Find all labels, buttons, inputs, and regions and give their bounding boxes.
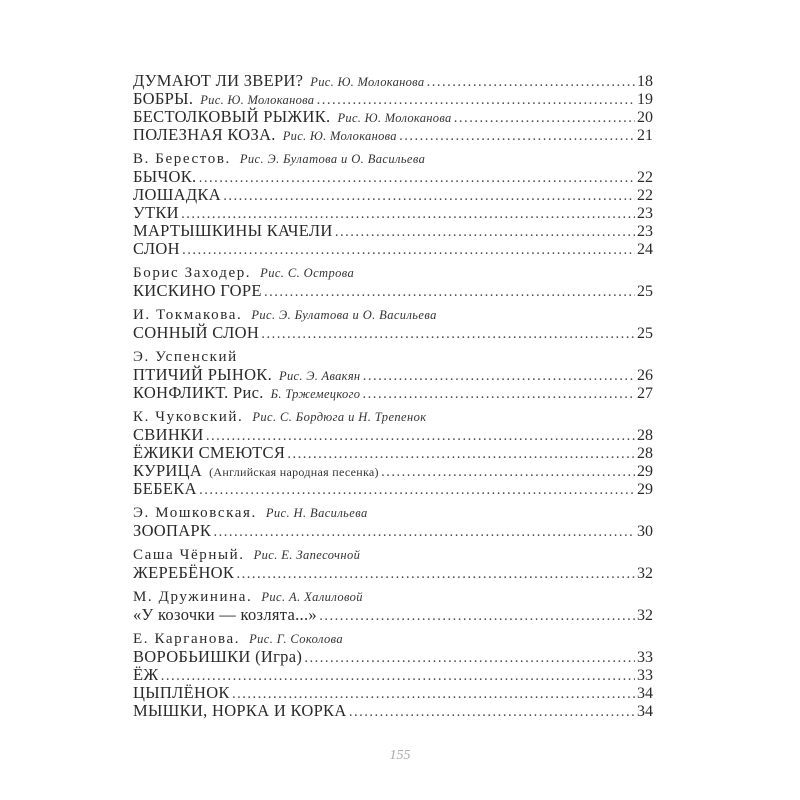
entry-page-number: 22 — [637, 169, 653, 186]
entry-page-number: 32 — [637, 607, 653, 624]
entry-page-number: 24 — [637, 241, 653, 258]
entry-title: БЕСТОЛКОВЫЙ РЫЖИК. — [133, 107, 331, 126]
toc-entry[interactable] — [133, 90, 653, 108]
toc-entry[interactable] — [133, 684, 653, 702]
entry-title: ДУМАЮТ ЛИ ЗВЕРИ? — [133, 71, 304, 90]
entry-note: (Английская народная песенка) — [209, 465, 379, 479]
entry-note: Б. Тржемецкого — [270, 387, 361, 401]
entry-page-number: 23 — [637, 223, 653, 240]
dot-leader — [199, 482, 635, 500]
entry-title: ЗООПАРК — [133, 521, 212, 540]
entry-title: КУРИЦА — [133, 461, 203, 480]
entry-page-number: 20 — [637, 109, 653, 126]
dot-leader — [319, 608, 635, 626]
toc-section — [133, 546, 653, 582]
illustrator-credit: Рис. С. Бордюга и Н. Трепенок — [252, 410, 427, 424]
entry-title: БОБРЫ. — [133, 89, 194, 108]
section-header — [133, 264, 653, 282]
toc-section — [133, 348, 653, 402]
dot-leader — [349, 704, 635, 722]
toc-entry[interactable] — [133, 444, 653, 462]
author-name: И. Токмакова. — [133, 307, 243, 323]
illustrator-credit: Рис. Г. Соколова — [249, 632, 343, 646]
dot-leader — [223, 188, 635, 206]
page-number: 155 — [389, 748, 411, 763]
entry-page-number: 27 — [637, 385, 653, 402]
entry-note: Рис. Ю. Молоканова — [282, 129, 397, 143]
illustrator-credit: Рис. Э. Булатова и О. Васильева — [239, 152, 426, 166]
toc-entry[interactable] — [133, 648, 653, 666]
toc-entry[interactable] — [133, 462, 653, 480]
author-name: Э. Мошковская. — [133, 505, 257, 521]
entry-page-number: 19 — [637, 91, 653, 108]
entry-page-number: 23 — [637, 205, 653, 222]
toc-section — [133, 72, 653, 144]
toc-section — [133, 504, 653, 540]
author-name: Е. Карганова. — [133, 631, 241, 647]
entry-title: ЁЖИКИ СМЕЮТСЯ — [133, 443, 286, 462]
entry-title: МЫШКИ, НОРКА И КОРКА — [133, 701, 347, 720]
author-name: Борис Заходер. — [133, 265, 252, 281]
entry-title: «У козочки — козлята...» — [133, 605, 317, 624]
entry-page-number: 21 — [637, 127, 653, 144]
dot-leader — [426, 74, 635, 92]
toc-entry[interactable] — [133, 72, 653, 90]
entry-title: СЛОН — [133, 239, 180, 258]
entry-title: ПТИЧИЙ РЫНОК. — [133, 365, 273, 384]
entry-page-number: 34 — [637, 685, 653, 702]
entry-page-number: 33 — [637, 667, 653, 684]
section-header — [133, 408, 653, 426]
toc-entry[interactable] — [133, 126, 653, 144]
entry-title: ЖЕРЕБЁНОК — [133, 563, 235, 582]
entry-title: КОНФЛИКТ. Рис. — [133, 383, 264, 402]
toc-entry[interactable] — [133, 108, 653, 126]
dot-leader — [399, 128, 635, 146]
dot-leader — [213, 524, 635, 542]
entry-page-number: 28 — [637, 427, 653, 444]
entry-page-number: 26 — [637, 367, 653, 384]
entry-page-number: 25 — [637, 325, 653, 342]
section-header — [133, 546, 653, 564]
entry-title: КИСКИНО ГОРЕ — [133, 281, 262, 300]
toc-entry[interactable] — [133, 366, 653, 384]
dot-leader — [160, 668, 635, 686]
entry-page-number: 29 — [637, 463, 653, 480]
entry-page-number: 22 — [637, 187, 653, 204]
toc-entry[interactable] — [133, 702, 653, 720]
toc-entry[interactable] — [133, 186, 653, 204]
dot-leader — [261, 326, 635, 344]
toc-entry[interactable] — [133, 666, 653, 684]
entry-title: ЦЫПЛЁНОК — [133, 683, 230, 702]
toc-entry[interactable] — [133, 564, 653, 582]
illustrator-credit: Рис. А. Халиловой — [261, 590, 363, 604]
illustrator-credit: Рис. Э. Булатова и О. Васильева — [251, 308, 437, 322]
entry-note: Рис. Ю. Молоканова — [200, 93, 315, 107]
entry-page-number: 18 — [637, 73, 653, 90]
entry-title: УТКИ — [133, 203, 179, 222]
author-name: Саша Чёрный. — [133, 547, 245, 563]
entry-note: Рис. Ю. Молоканова — [310, 75, 425, 89]
toc-entry[interactable] — [133, 606, 653, 624]
toc-section — [133, 408, 653, 498]
entry-page-number: 29 — [637, 481, 653, 498]
dot-leader — [304, 650, 635, 668]
toc-entry[interactable] — [133, 522, 653, 540]
toc-entry[interactable] — [133, 480, 653, 498]
section-header — [133, 306, 653, 324]
entry-note: Рис. Ю. Молоканова — [337, 111, 452, 125]
dot-leader — [182, 242, 635, 260]
dot-leader — [287, 446, 635, 464]
entry-title: ЁЖ — [133, 665, 159, 684]
entry-title: СОННЫЙ СЛОН — [133, 323, 260, 342]
dot-leader — [335, 224, 635, 242]
entry-note: Рис. Э. Авакян — [279, 369, 361, 383]
dot-leader — [236, 566, 635, 584]
toc-section — [133, 150, 653, 258]
author-name: Э. Успенский — [133, 349, 238, 365]
section-header — [133, 348, 653, 366]
toc-section — [133, 264, 653, 300]
section-header — [133, 588, 653, 606]
toc-entry[interactable] — [133, 240, 653, 258]
entry-title: МАРТЫШКИНЫ КАЧЕЛИ — [133, 221, 333, 240]
dot-leader — [454, 110, 635, 128]
toc-entry[interactable] — [133, 426, 653, 444]
toc-section — [133, 630, 653, 720]
author-name: М. Дружинина. — [133, 589, 253, 605]
dot-leader — [381, 464, 635, 482]
toc-entry[interactable] — [133, 384, 653, 402]
table-of-contents — [133, 72, 653, 720]
dot-leader — [198, 170, 635, 188]
section-header — [133, 150, 653, 168]
illustrator-credit: Рис. Н. Васильева — [265, 506, 368, 520]
entry-title: ВОРОБЬИШКИ (Игра) — [133, 647, 303, 666]
toc-section — [133, 306, 653, 342]
toc-entry[interactable] — [133, 282, 653, 300]
toc-entry[interactable] — [133, 222, 653, 240]
entry-page-number: 25 — [637, 283, 653, 300]
dot-leader — [362, 368, 635, 386]
entry-title: ПОЛЕЗНАЯ КОЗА. — [133, 125, 276, 144]
author-name: К. Чуковский. — [133, 409, 244, 425]
entry-title: ЛОШАДКА — [133, 185, 221, 204]
entry-page-number: 33 — [637, 649, 653, 666]
entry-page-number: 30 — [637, 523, 653, 540]
section-header — [133, 630, 653, 648]
entry-page-number: 28 — [637, 445, 653, 462]
section-header — [133, 504, 653, 522]
illustrator-credit: Рис. Е. Запесочной — [253, 548, 361, 562]
entry-title: БЕБЕКА — [133, 479, 197, 498]
illustrator-credit: Рис. С. Острова — [260, 266, 355, 280]
entry-title: СВИНКИ — [133, 425, 204, 444]
dot-leader — [264, 284, 635, 302]
toc-entry[interactable] — [133, 324, 653, 342]
toc-section — [133, 588, 653, 624]
toc-entry[interactable] — [133, 204, 653, 222]
entry-page-number: 32 — [637, 565, 653, 582]
dot-leader — [362, 386, 635, 404]
author-name: В. Берестов. — [133, 151, 231, 167]
dot-leader — [316, 92, 635, 110]
toc-entry[interactable] — [133, 168, 653, 186]
entry-title: БЫЧОК. — [133, 167, 197, 186]
entry-page-number: 34 — [637, 703, 653, 720]
